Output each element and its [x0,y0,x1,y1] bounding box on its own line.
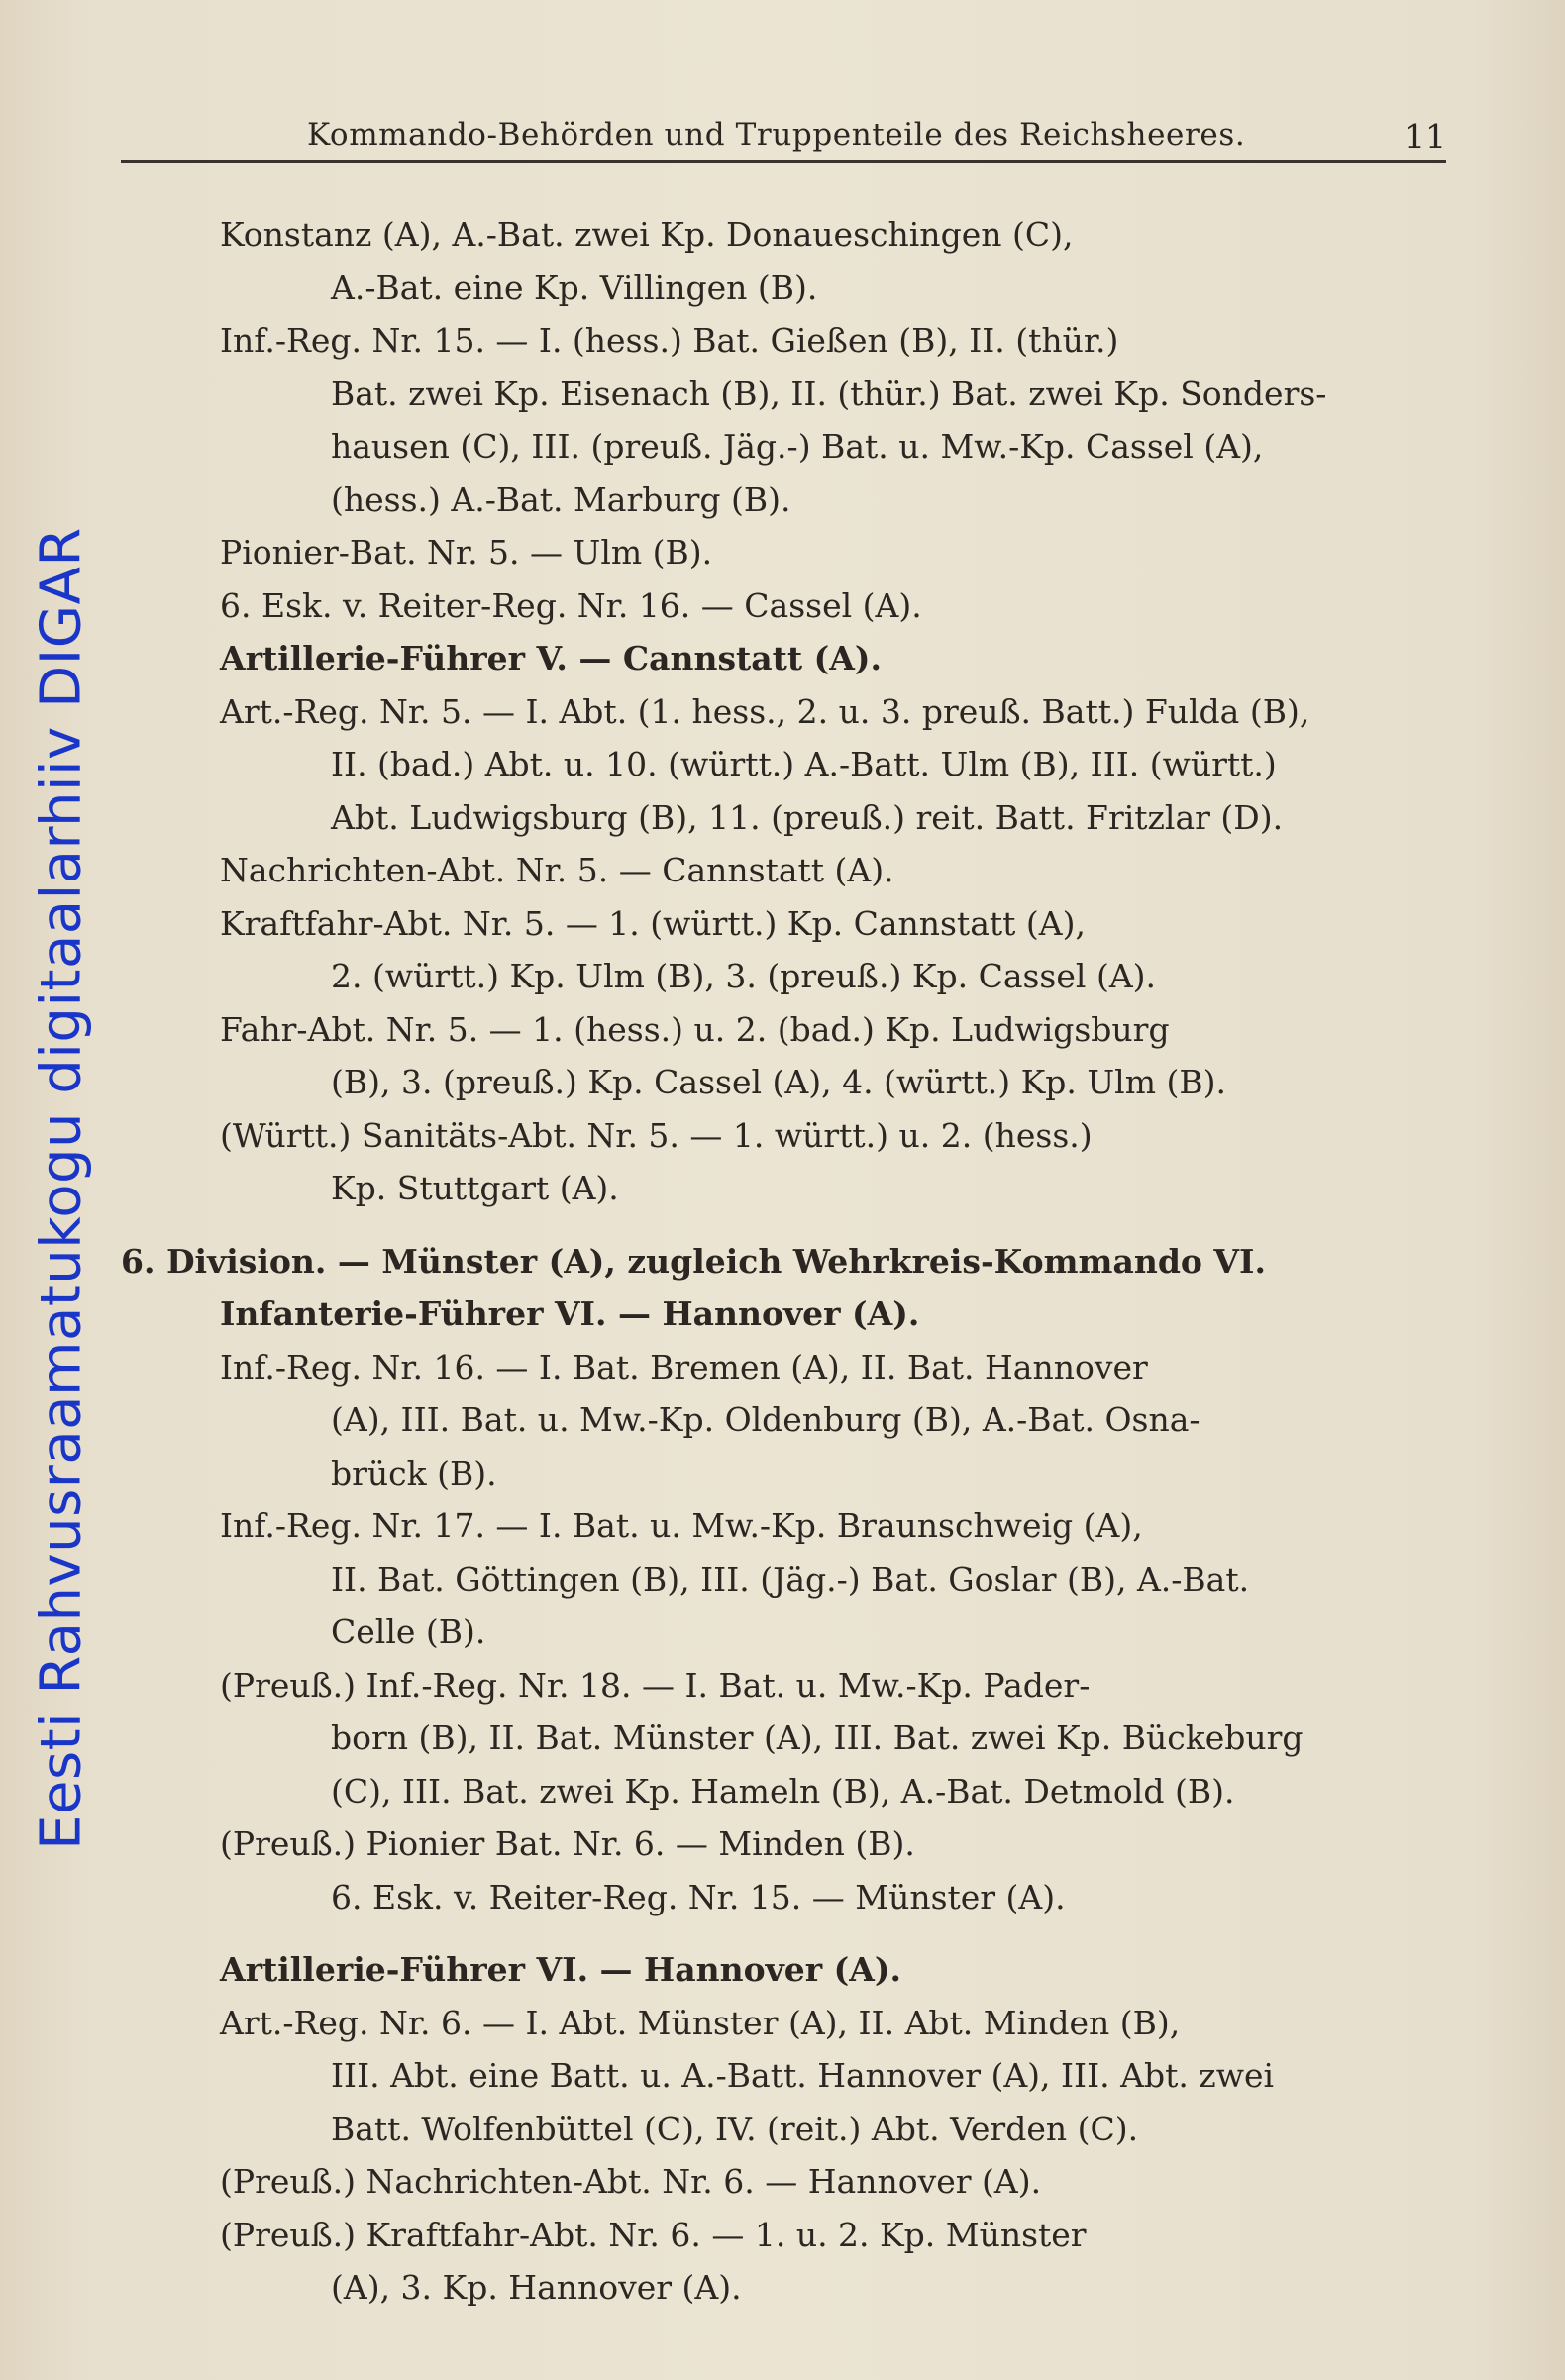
text-line: A.-Bat. eine Kp. Villingen (B). [331,267,818,307]
text-line: (Preuß.) Pionier Bat. Nr. 6. — Minden (B). [220,1824,915,1863]
text-line: Abt. Ludwigsburg (B), 11. (preuß.) reit. Batt. Fritzlar (D). [331,797,1284,837]
header-rule [121,160,1446,163]
text-line: (A), 3. Kp. Hannover (A). [331,2268,742,2307]
text-line: Celle (B). [331,1612,486,1651]
text-line: born (B), II. Bat. Münster (A), III. Bat. zwei Kp. Bückeburg [331,1718,1304,1757]
section-heading: Artillerie-Führer VI. — Hannover (A). [220,1950,901,1989]
text-line: 6. Esk. v. Reiter-Reg. Nr. 16. — Cassel (A). [220,585,922,625]
text-line: (hess.) A.-Bat. Marburg (B). [331,479,791,519]
text-line: Konstanz (A), A.-Bat. zwei Kp. Donaueschingen (C), [220,215,1074,254]
text-line: Bat. zwei Kp. Eisenach (B), II. (thür.) Bat. zwei Kp. Sonders- [331,373,1327,413]
section-heading: Infanterie-Führer VI. — Hannover (A). [220,1294,920,1333]
header-title: Kommando-Behörden und Truppenteile des Reichsheeres. [307,117,1246,153]
text-line: Kp. Stuttgart (A). [331,1169,619,1207]
text-line: Fahr-Abt. Nr. 5. — 1. (hess.) u. 2. (bad.) Kp. Ludwigsburg [220,1009,1170,1049]
text-line: Art.-Reg. Nr. 5. — I. Abt. (1. hess., 2. u. 3. preuß. Batt.) Fulda (B), [220,691,1310,731]
text-line: II. Bat. Göttingen (B), III. (Jäg.-) Bat. Goslar (B), A.-Bat. [331,1559,1250,1599]
text-line: Inf.-Reg. Nr. 15. — I. (hess.) Bat. Gießen (B), II. (thür.) [220,321,1119,360]
text-line: 2. (württ.) Kp. Ulm (B), 3. (preuß.) Kp. Cassel (A). [331,957,1157,995]
text-line: Inf.-Reg. Nr. 17. — I. Bat. u. Mw.-Kp. Braunschweig (A), [220,1506,1143,1545]
page-number: 11 [1405,117,1446,155]
archive-watermark [0,0,109,2380]
text-line: (Preuß.) Kraftfahr-Abt. Nr. 6. — 1. u. 2. Kp. Münster [220,2215,1087,2254]
watermark-text: Eesti Rahvusraamatukogu digitaalarhiiv DIGAR [29,527,94,1850]
text-line: Nachrichten-Abt. Nr. 5. — Cannstatt (A). [220,851,894,889]
text-line: Pionier-Bat. Nr. 5. — Ulm (B). [220,533,713,571]
division-heading: 6. Division. — Münster (A), zugleich Wehrkreis-Kommando VI. [121,1241,1266,1281]
text-line: Batt. Wolfenbüttel (C), IV. (reit.) Abt. Verden (C). [331,2109,1139,2148]
text-line: Inf.-Reg. Nr. 16. — I. Bat. Bremen (A), II. Bat. Hannover [220,1347,1148,1387]
text-line: (A), III. Bat. u. Mw.-Kp. Oldenburg (B), A.-Bat. Osna- [331,1400,1200,1439]
text-line: hausen (C), III. (preuß. Jäg.-) Bat. u. Mw.-Kp. Cassel (A), [331,427,1264,466]
running-header [307,109,1446,160]
text-line: brück (B). [331,1453,497,1493]
text-line: (B), 3. (preuß.) Kp. Cassel (A), 4. (württ.) Kp. Ulm (B). [331,1063,1226,1101]
text-line: Art.-Reg. Nr. 6. — I. Abt. Münster (A), II. Abt. Minden (B), [220,2003,1181,2042]
text-line: III. Abt. eine Batt. u. A.-Batt. Hannover (A), III. Abt. zwei [331,2056,1275,2095]
text-line: II. (bad.) Abt. u. 10. (württ.) A.-Batt. Ulm (B), III. (württ.) [331,745,1277,783]
page-body [121,208,1448,2315]
text-line: 6. Esk. v. Reiter-Reg. Nr. 15. — Münster (A). [331,1877,1066,1916]
text-line: Kraftfahr-Abt. Nr. 5. — 1. (württ.) Kp. Cannstatt (A), [220,903,1086,943]
text-line: (Preuß.) Nachrichten-Abt. Nr. 6. — Hannover (A). [220,2162,1042,2201]
text-line: (C), III. Bat. zwei Kp. Hameln (B), A.-Bat. Detmold (B). [331,1771,1235,1811]
section-heading: Artillerie-Führer V. — Cannstatt (A). [220,639,882,677]
text-line: (Preuß.) Inf.-Reg. Nr. 18. — I. Bat. u. Mw.-Kp. Pader- [220,1665,1091,1705]
text-line: (Württ.) Sanitäts-Abt. Nr. 5. — 1. württ.) u. 2. (hess.) [220,1115,1093,1155]
